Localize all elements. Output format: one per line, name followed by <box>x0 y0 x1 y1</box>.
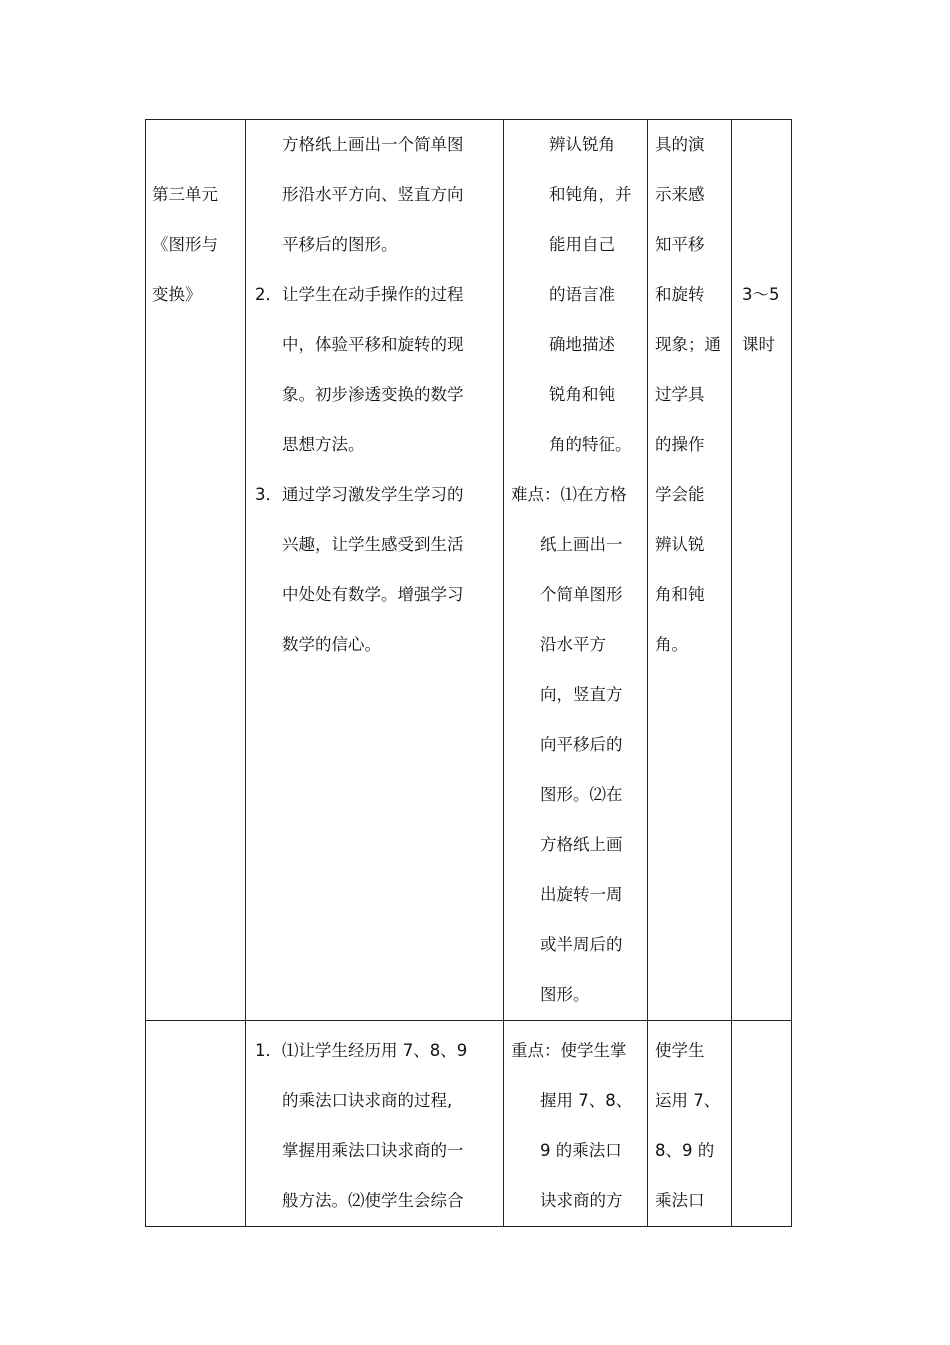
goal-line: 方格纸上画出一个简单图 <box>282 135 464 154</box>
method-line: 乘法口 <box>655 1191 705 1210</box>
key-points-cell <box>504 120 648 1021</box>
teaching-plan-table <box>145 119 792 1227</box>
hours-line: 课时 <box>742 335 775 354</box>
goal-line: 掌握用乘法口诀求商的一 <box>282 1141 464 1160</box>
method-line: 运用 7、 <box>655 1091 721 1110</box>
goal-line: 象。初步渗透变换的数学 <box>282 385 464 404</box>
difficulty-line: 图形。 <box>540 985 590 1004</box>
method-line: 示来感 <box>655 185 705 204</box>
key-line: 诀求商的方 <box>540 1191 623 1210</box>
goal-line: 形沿水平方向、竖直方向 <box>282 185 464 204</box>
unit-line: 《图形与 <box>152 235 218 254</box>
method-line: 学会能 <box>655 485 705 504</box>
key-line: 确地描述 <box>549 335 615 354</box>
difficulty-line: 沿水平方 <box>540 635 606 654</box>
goal-line: 兴趣，让学生感受到生活 <box>282 535 464 554</box>
difficulty-line: 纸上画出一 <box>540 535 623 554</box>
goal-line: 数学的信心。 <box>282 635 381 654</box>
goal-number: 2． <box>255 285 282 304</box>
goal-line: 中，体验平移和旋转的现 <box>282 335 464 354</box>
method-line: 角。 <box>655 635 688 654</box>
goals-cell <box>246 120 504 1021</box>
goal-number: 1． <box>255 1041 282 1060</box>
difficulty-line: 向，竖直方 <box>540 685 623 704</box>
goal-line: 中处处有数学。增强学习 <box>282 585 464 604</box>
hours-cell <box>732 1021 792 1227</box>
goals-cell <box>246 1021 504 1227</box>
unit-cell <box>146 120 246 1021</box>
method-line: 知平移 <box>655 235 705 254</box>
key-label: 重点：使学生掌 <box>511 1041 627 1060</box>
key-line: 的语言准 <box>549 285 615 304</box>
unit-cell <box>146 1021 246 1227</box>
goal-line: 通过学习激发学生学习的 <box>282 485 464 504</box>
method-cell <box>648 120 732 1021</box>
goal-number: 3． <box>255 485 282 504</box>
hours-line: 3～5 <box>742 285 780 304</box>
method-line: 和旋转 <box>655 285 705 304</box>
method-line: 辨认锐 <box>655 535 705 554</box>
unit-line: 变换》 <box>152 285 202 304</box>
table-row <box>146 1021 792 1227</box>
key-line: 和钝角，并 <box>549 185 632 204</box>
difficulty-line: 或半周后的 <box>540 935 623 954</box>
key-line: 锐角和钝 <box>549 385 615 404</box>
key-line: 9 的乘法口 <box>540 1141 622 1160</box>
goal-line: 般方法。⑵使学生会综合 <box>282 1191 464 1210</box>
difficulty-line: 图形。⑵在 <box>540 785 623 804</box>
goal-line: 思想方法。 <box>282 435 365 454</box>
hours-cell <box>732 120 792 1021</box>
method-line: 的操作 <box>655 435 705 454</box>
method-line: 具的演 <box>655 135 705 154</box>
goal-line: 的乘法口诀求商的过程, <box>282 1091 453 1110</box>
method-line: 现象；通 <box>655 335 721 354</box>
key-line: 能用自己 <box>549 235 615 254</box>
key-line: 角的特征。 <box>549 435 632 454</box>
goal-line: 让学生在动手操作的过程 <box>282 285 464 304</box>
method-line: 角和钝 <box>655 585 705 604</box>
goal-line: ⑴让学生经历用 7、8、9 <box>282 1041 468 1060</box>
difficulty-line: 方格纸上画 <box>540 835 623 854</box>
method-line: 过学具 <box>655 385 705 404</box>
key-line: 辨认锐角 <box>549 135 615 154</box>
method-line: 使学生 <box>655 1041 705 1060</box>
method-cell <box>648 1021 732 1227</box>
unit-line: 第三单元 <box>152 185 218 204</box>
key-points-cell <box>504 1021 648 1227</box>
difficulty-line: 个简单图形 <box>540 585 623 604</box>
key-line: 握用 7、8、 <box>540 1091 633 1110</box>
method-line: 8、9 的 <box>655 1141 715 1160</box>
difficulty-line: 出旋转一周 <box>540 885 623 904</box>
difficulty-line: 向平移后的 <box>540 735 623 754</box>
goal-line: 平移后的图形。 <box>282 235 398 254</box>
difficulty-label: 难点：⑴在方格 <box>511 485 627 504</box>
table-row <box>146 120 792 1021</box>
